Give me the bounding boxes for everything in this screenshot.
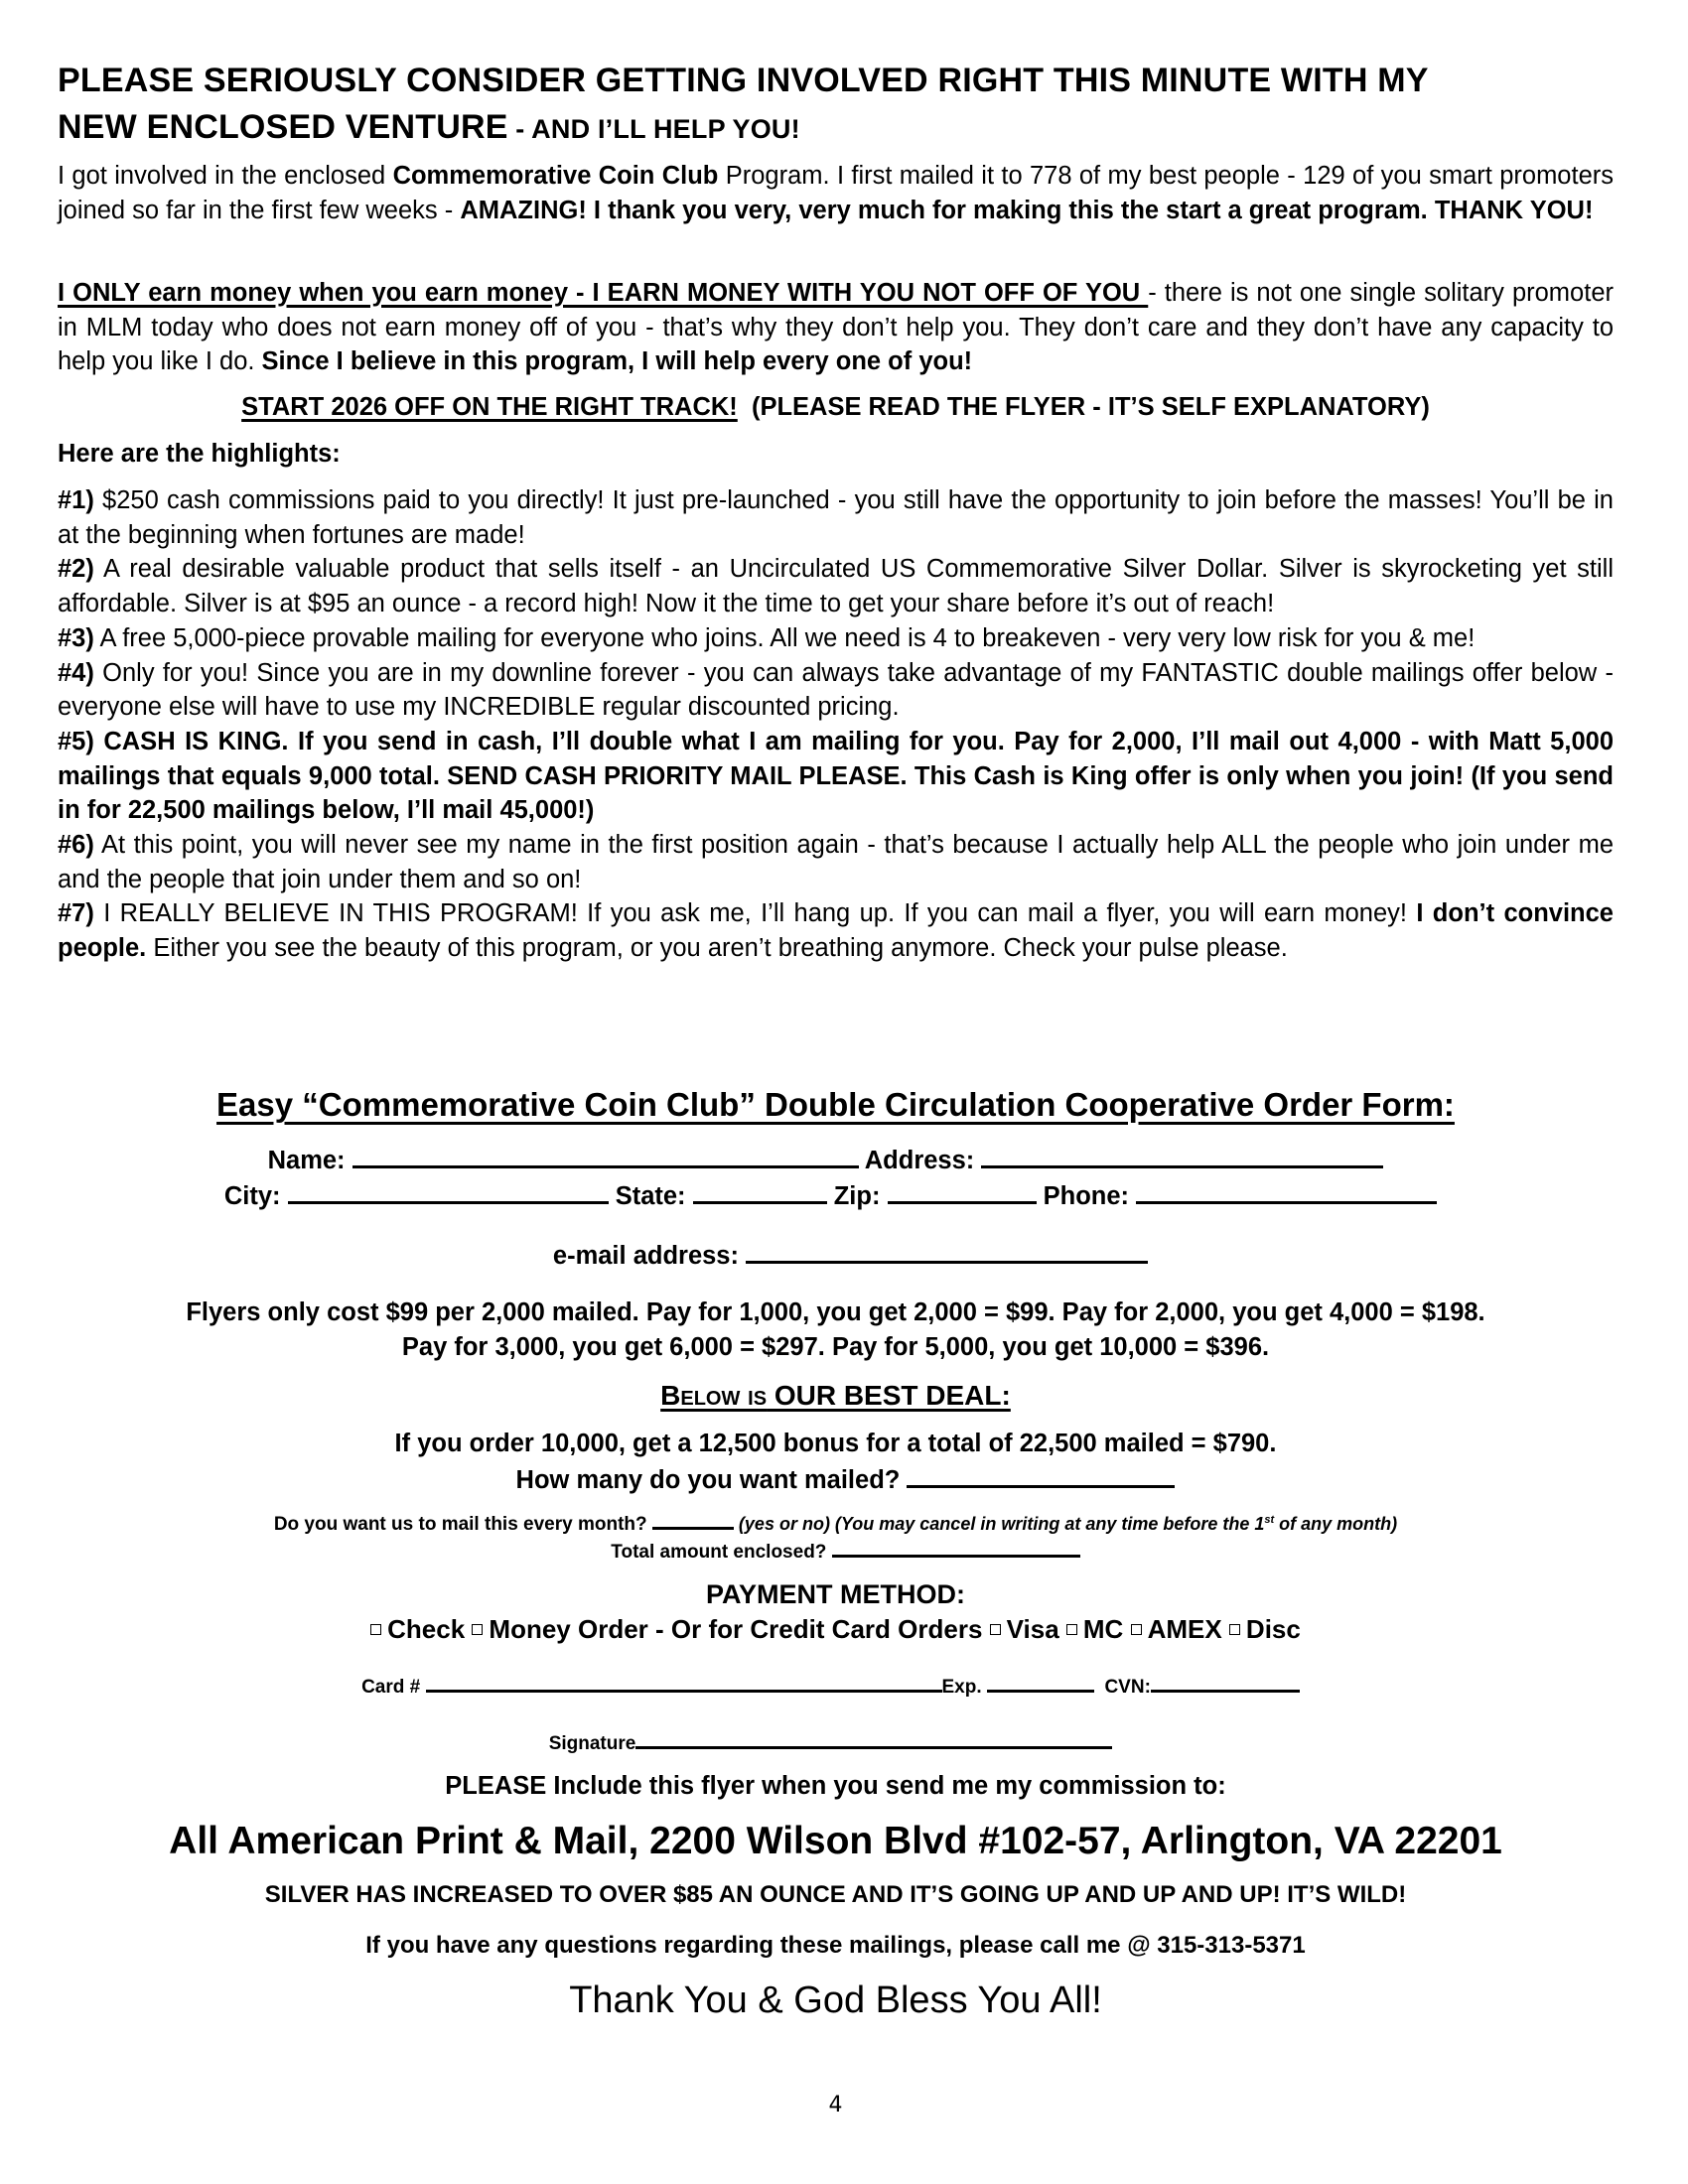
payment-heading: PAYMENT METHOD:	[705, 1579, 965, 1609]
highlight-number: #1)	[58, 486, 94, 514]
highlight-item	[58, 552, 1614, 620]
payment-option-label: AMEX	[1147, 1614, 1222, 1644]
highlight-number: #3)	[58, 623, 94, 652]
intro-text: Program. I first mailed it to 778 of my best people - 129 of you smart promoters joined so far in the first few weeks -	[58, 162, 1614, 224]
headline	[58, 58, 1614, 153]
monthly-field[interactable]	[652, 1511, 734, 1530]
highlight-number: #6)	[58, 831, 94, 860]
total-label: Total amount enclosed?	[611, 1542, 832, 1563]
headline-line2-main: NEW ENCLOSED VENTURE	[58, 108, 508, 146]
send-commission-emphasis: PLEASE	[445, 1772, 547, 1800]
payment-options	[58, 1614, 1614, 1645]
payment-option-disc[interactable]	[1229, 1614, 1301, 1644]
headline-line2	[58, 104, 1614, 153]
highlight-number: #5)	[58, 727, 94, 755]
intro-emphasis: AMAZING! I thank you very, very much for making this the start a great program. THANK YOU!	[460, 196, 1594, 224]
highlights-list	[58, 483, 1614, 966]
monthly-note-sup: st	[1264, 1514, 1275, 1526]
best-deal-title: OUR BEST DEAL:	[767, 1380, 1011, 1411]
start-2026-text: START 2026 OFF ON THE RIGHT TRACK!	[241, 393, 738, 421]
zip-label: Zip:	[826, 1182, 888, 1210]
cvn-label: CVN:	[1093, 1677, 1151, 1698]
state-label: State:	[608, 1182, 693, 1210]
city-label: City:	[223, 1182, 288, 1210]
questions-contact: If you have any questions regarding these mailings, please call me @ 315-313-5371	[365, 1932, 1306, 1959]
send-commission-text: Include this flyer when you send me my commission to:	[546, 1772, 1226, 1800]
highlight-item	[58, 483, 1614, 552]
mailing-address: All American Print & Mail, 2200 Wilson Blvd #102-57, Arlington, VA 22201	[169, 1820, 1502, 1862]
card-number-field[interactable]	[426, 1674, 942, 1693]
best-deal-prefix: Below is	[660, 1380, 768, 1411]
signature-row	[48, 1730, 1614, 1755]
intro-text: I got involved in the enclosed	[58, 162, 393, 190]
exp-field[interactable]	[987, 1674, 1094, 1693]
earn-with-you-statement: I ONLY earn money when you earn money - I EARN MONEY WITH YOU NOT OFF OF YOU	[58, 279, 1149, 307]
highlight-text: CASH IS KING. If you send in cash, I’ll double what I am mailing for you. Pay for 2,000, I’ll mail out 4,000 - with Matt 5,000 mailings that equals 9,000 total. SEND CASH PRIORITY MAIL PLEASE. This Cash is King offer is only when you join! (If you send in for 22,500 mailings below, I’ll mail 45,000!)	[58, 727, 1614, 825]
highlight-number: #7)	[58, 899, 94, 928]
phone-field[interactable]	[1136, 1179, 1437, 1204]
best-deal-heading	[58, 1380, 1614, 1412]
how-many-row	[77, 1463, 1614, 1495]
card-row	[48, 1674, 1614, 1699]
card-label: Card #	[361, 1677, 426, 1698]
monthly-row	[58, 1511, 1614, 1536]
email-label: e-mail address:	[552, 1242, 747, 1270]
silver-notice: SILVER HAS INCREASED TO OVER $85 AN OUNCE AND IT’S GOING UP AND UP AND UP! IT’S WILD!	[264, 1881, 1407, 1908]
address-field[interactable]	[981, 1144, 1383, 1168]
monthly-note-end: of any month)	[1274, 1514, 1398, 1534]
zip-field[interactable]	[888, 1179, 1037, 1204]
highlight-number: #4)	[58, 658, 94, 687]
highlight-item	[58, 656, 1614, 725]
payment-option-amex[interactable]	[1131, 1614, 1222, 1644]
payment-option-label: Check	[387, 1614, 466, 1644]
headline-line2-tail: - AND I’LL HELP YOU!	[507, 114, 800, 144]
highlight-number: #2)	[58, 555, 94, 584]
send-commission-line	[58, 1772, 1614, 1801]
checkbox-icon[interactable]	[472, 1624, 483, 1635]
highlight-text: At this point, you will never see my name in the first position again - that’s because I actually help ALL the people who join under me and the people that join under them and so on!	[58, 831, 1614, 893]
checkbox-icon[interactable]	[1066, 1624, 1077, 1635]
state-field[interactable]	[693, 1179, 827, 1204]
payment-option-mc[interactable]	[1066, 1614, 1123, 1644]
monthly-note: (yes or no) (You may cancel in writing at any time before the 1	[733, 1514, 1265, 1534]
cvn-field[interactable]	[1151, 1674, 1300, 1693]
highlight-item	[58, 621, 1614, 656]
highlight-text: $250 cash commissions paid to you directly! It just pre-launched - you still have the opportunity to join before the masses! You’ll be in at the beginning when fortunes are made!	[58, 486, 1614, 549]
start-2026-line	[58, 390, 1614, 425]
address-label: Address:	[858, 1147, 982, 1174]
email-field[interactable]	[746, 1239, 1148, 1264]
closing-thanks: Thank You & God Bless You All!	[569, 1979, 1102, 2021]
payment-option-label: Disc	[1245, 1614, 1301, 1644]
city-field[interactable]	[288, 1179, 609, 1204]
order-form-title: Easy “Commemorative Coin Club” Double Circulation Cooperative Order Form:	[216, 1086, 1455, 1123]
highlight-item	[58, 725, 1614, 828]
intro-text: - there is not one single solitary promoter in MLM today who does not earn money off of you - that’s why they don’t help you. They don’t care and they don’t have any capacity to help you like I do.	[58, 279, 1614, 376]
read-flyer-note: (PLEASE READ THE FLYER - IT’S SELF EXPLANATORY)	[737, 393, 1430, 421]
highlight-item	[58, 828, 1614, 896]
page-number: 4	[828, 2093, 843, 2117]
intro-emphasis: Since I believe in this program, I will help every one of you!	[261, 347, 973, 376]
highlight-text: A free 5,000-piece provable mailing for everyone who joins. All we need is 4 to breakeven - very very low risk for you & me!	[93, 623, 1476, 652]
highlight-emphasis: I don’t convince people.	[58, 899, 1614, 963]
highlights-heading: Here are the highlights:	[58, 440, 341, 468]
intro-paragraph-1	[58, 159, 1614, 227]
payment-option-label: Money Order - Or for Credit Card Orders	[489, 1614, 983, 1644]
pricing-line-2: Pay for 3,000, you get 6,000 = $297. Pay for 5,000, you get 10,000 = $396.	[401, 1333, 1270, 1361]
pricing-info	[58, 1296, 1614, 1365]
how-many-field[interactable]	[907, 1463, 1175, 1488]
payment-option-money-order[interactable]	[472, 1614, 982, 1644]
email-row	[87, 1239, 1614, 1271]
pricing-line-1: Flyers only cost $99 per 2,000 mailed. Pay for 1,000, you get 2,000 = $99. Pay for 2,000, you get 4,000 = $198.	[186, 1298, 1485, 1326]
checkbox-icon[interactable]	[1229, 1624, 1240, 1635]
payment-option-check[interactable]	[370, 1614, 465, 1644]
city-state-zip-phone-row	[48, 1179, 1614, 1211]
name-label: Name:	[267, 1147, 352, 1174]
highlight-item	[58, 896, 1614, 965]
best-deal-line: If you order 10,000, get a 12,500 bonus for a total of 22,500 mailed = $790.	[394, 1430, 1277, 1457]
headline-line1: PLEASE SERIOUSLY CONSIDER GETTING INVOLVED RIGHT THIS MINUTE WITH MY	[58, 62, 1429, 99]
name-field[interactable]	[352, 1144, 859, 1168]
phone-label: Phone:	[1036, 1182, 1137, 1210]
highlight-text: A real desirable valuable product that sells itself - an Uncirculated US Commemorative Silver Dollar. Silver is skyrocketing yet still affordable. Silver is at $95 an ounce - a record high! Now it the time to get your share before it’s out of reach!	[58, 555, 1614, 618]
monthly-label: Do you want us to mail this every month?	[273, 1514, 652, 1535]
highlight-text: Either you see the beauty of this program, or you aren’t breathing anymore. Check your pulse please.	[146, 934, 1288, 963]
intro-paragraph-2	[58, 276, 1614, 379]
payment-option-label: MC	[1082, 1614, 1124, 1644]
total-row	[77, 1539, 1614, 1564]
checkbox-icon[interactable]	[1131, 1624, 1142, 1635]
highlight-text: I REALLY BELIEVE IN THIS PROGRAM! If you ask me, I’ll hang up. If you can mail a flyer, you will earn money!	[93, 899, 1417, 928]
signature-field[interactable]	[635, 1730, 1112, 1749]
program-name: Commemorative Coin Club	[392, 162, 719, 190]
highlight-text: Only for you! Since you are in my downline forever - you can always take advantage of my FANTASTIC double mailings offer below - everyone else will have to use my INCREDIBLE regular discounted pricing.	[58, 658, 1614, 722]
name-address-row	[38, 1144, 1614, 1175]
payment-option-label: Visa	[1006, 1614, 1059, 1644]
signature-label: Signature	[548, 1733, 636, 1754]
how-many-label: How many do you want mailed?	[515, 1466, 908, 1494]
total-field[interactable]	[832, 1539, 1080, 1558]
exp-label: Exp.	[941, 1677, 987, 1698]
checkbox-icon[interactable]	[370, 1624, 381, 1635]
checkbox-icon[interactable]	[990, 1624, 1001, 1635]
payment-option-visa[interactable]	[990, 1614, 1059, 1644]
